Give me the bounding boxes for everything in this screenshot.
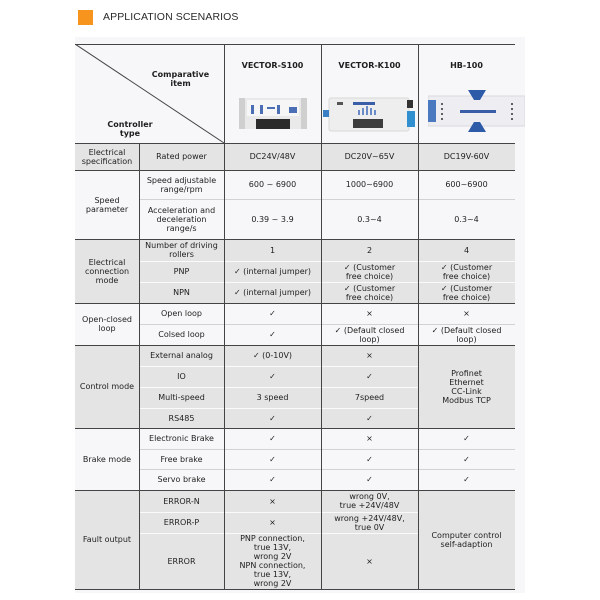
item-label: Multi-speed	[158, 393, 205, 402]
value-cell: wrong +24V/48V, true 0V	[334, 513, 405, 532]
item-label: Acceleration and deceleration range/s	[147, 205, 216, 233]
value-cell: 0.3~4	[454, 214, 479, 224]
group-label: Electrical connection mode	[84, 257, 130, 285]
group-label: Control mode	[79, 382, 135, 391]
product-name: VECTOR-S100	[241, 60, 304, 70]
value-cell: ✓ (Customer free choice)	[343, 262, 396, 281]
group-label: Brake mode	[82, 454, 132, 464]
value-cell: PNP connection, true 13V, wrong 2V NPN connection, true 13V, wrong 2V	[239, 534, 306, 588]
item-label: Number of driving rollers	[145, 241, 218, 259]
value-cell: 3 speed	[256, 393, 289, 402]
value-cell: ✓ (Customer free choice)	[440, 283, 493, 302]
value-cell: DC19V-60V	[443, 152, 490, 161]
value-cell: ✓	[463, 454, 470, 464]
value-cell: ✓	[269, 413, 276, 423]
value-cell: 7speed	[354, 393, 385, 402]
item-label: Speed adjustable range/rpm	[146, 175, 217, 194]
item-label: ERROR-N	[163, 496, 200, 506]
item-label: Open loop	[161, 309, 202, 318]
value-cell: ✓ (internal jumper)	[233, 288, 312, 297]
value-cell: 1000~6900	[345, 180, 394, 189]
value-cell: ✓	[366, 454, 373, 464]
group-label: Speed parameter	[85, 195, 129, 214]
row-divider	[75, 589, 515, 590]
item-label: IO	[177, 372, 186, 381]
item-label: ERROR	[167, 556, 196, 566]
row-divider	[75, 44, 515, 45]
value-cell: ×	[366, 309, 373, 318]
orange-square-icon	[78, 10, 93, 25]
value-cell: ×	[463, 309, 470, 318]
item-label: ERROR-P	[163, 518, 200, 527]
value-cell: 1	[269, 245, 276, 255]
item-label: Colsed loop	[158, 330, 205, 339]
value-cell: ×	[269, 518, 276, 527]
value-cell: ✓	[269, 372, 276, 381]
value-cell: DC20V~65V	[344, 152, 395, 161]
value-cell: ✓	[269, 309, 276, 318]
value-cell: ✓	[269, 475, 276, 484]
value-cell: ✓ (internal jumper)	[233, 267, 312, 276]
group-label: Fault output	[82, 535, 132, 544]
value-cell: 4	[463, 245, 470, 255]
value-cell: ✓	[463, 434, 470, 443]
value-cell: ✓	[269, 454, 276, 464]
value-cell: ✓	[366, 475, 373, 484]
item-label: External analog	[150, 351, 213, 360]
value-cell: 0.39 ~ 3.9	[251, 214, 294, 224]
value-cell: ×	[366, 434, 373, 443]
item-label: RS485	[168, 413, 195, 423]
value-cell: wrong 0V, true +24V/48V	[339, 492, 400, 510]
item-label: PNP	[173, 267, 190, 276]
value-cell: ×	[366, 351, 373, 360]
value-cell: ✓	[269, 330, 276, 339]
value-cell: ✓	[269, 434, 276, 443]
value-cell: DC24V/48V	[249, 152, 296, 161]
value-cell: ✓	[463, 475, 470, 484]
value-cell: ✓ (Customer free choice)	[343, 283, 396, 302]
hb-100-controller-image	[428, 88, 525, 134]
item-label: Electronic Brake	[149, 434, 214, 443]
product-name: HB-100	[450, 60, 483, 70]
value-cell: ✓ (Default closed loop)	[334, 325, 405, 344]
value-cell: 0.3~4	[357, 214, 382, 224]
value-cell: ✓	[366, 372, 373, 381]
value-cell: 600 ~ 6900	[248, 180, 297, 189]
value-cell: ×	[366, 556, 373, 566]
item-label: Servo brake	[157, 475, 206, 484]
group-label: Electrical specification	[81, 147, 133, 166]
section-title: APPLICATION SCENARIOS	[103, 11, 239, 23]
item-label: Rated power	[156, 152, 207, 161]
value-cell: ×	[269, 496, 276, 506]
merged-value-cell: Profinet Ethernet CC-Link Modbus TCP	[442, 368, 491, 405]
value-cell: 600~6900	[445, 180, 488, 189]
item-label: Free brake	[160, 454, 203, 464]
vector-s100-controller-image	[239, 98, 307, 130]
product-name: VECTOR-K100	[338, 60, 401, 70]
group-label: Open-closed loop	[82, 315, 132, 333]
value-cell: ✓ (Customer free choice)	[440, 262, 493, 281]
value-cell: ✓	[366, 413, 373, 423]
merged-value-cell: Computer control self-adaption	[431, 530, 502, 549]
corner-bottom-label: Controller type	[107, 120, 153, 138]
value-cell: ✓ (0-10V)	[252, 351, 293, 360]
section-header	[78, 8, 239, 26]
corner-top-label: Comparative item	[151, 70, 210, 88]
item-label: NPN	[173, 288, 190, 297]
value-cell: 2	[366, 245, 373, 255]
value-cell: ✓ (Default closed loop)	[431, 325, 502, 344]
vector-k100-controller-image	[323, 96, 418, 132]
